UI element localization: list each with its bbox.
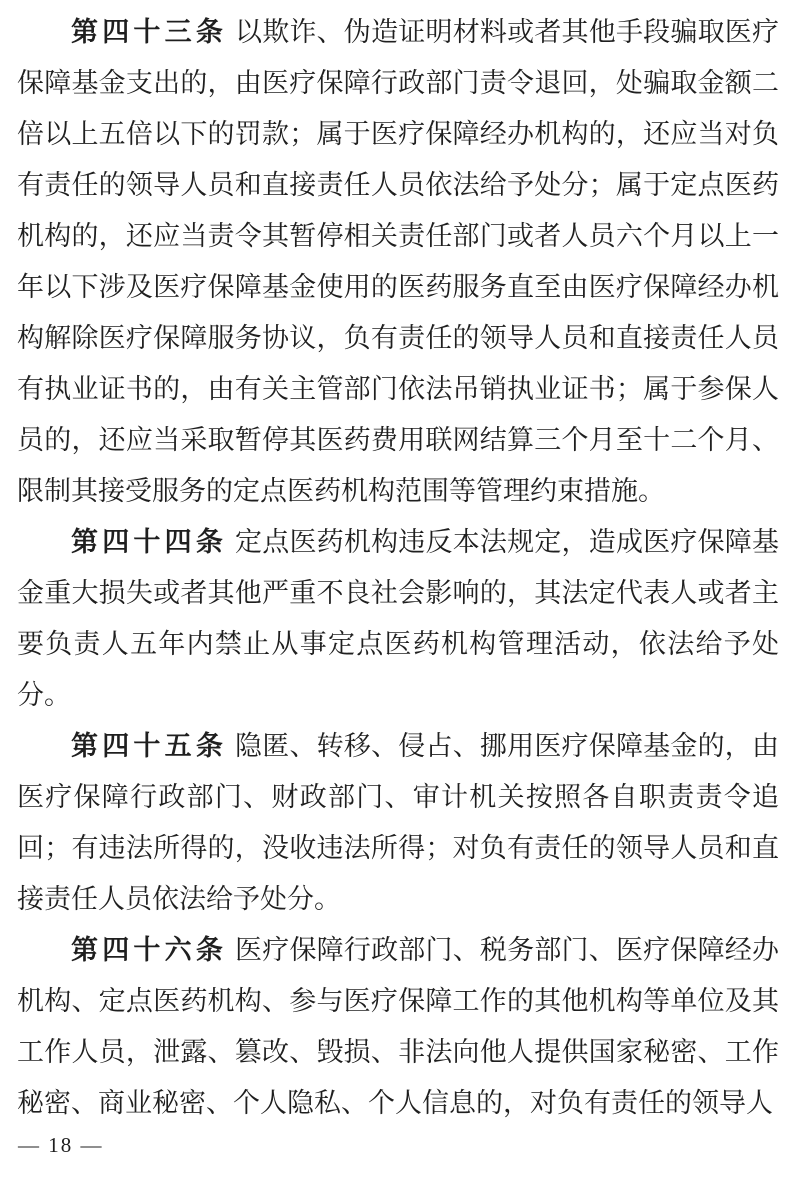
article-44-text: 定点医药机构违反本法规定，造成医疗保障基金重大损失或者其他严重不良社会影响的，其法定代表人或者主要负责人五年内禁止从事定点医药机构管理活动，依法给予处分。 xyxy=(17,527,780,710)
article-45-paragraph xyxy=(17,721,779,925)
article-45-text: 隐匿、转移、侵占、挪用医疗保障基金的，由医疗保障行政部门、财政部门、审计机关按照各自职责责令追回；有违法所得的，没收违法所得；对负有责任的领导人员和直接责任人员依法给予处分。 xyxy=(17,731,780,914)
page-number: — 18 — xyxy=(18,1133,104,1157)
page-footer xyxy=(18,1130,104,1161)
article-43-paragraph xyxy=(17,7,779,517)
article-44-number: 第四十四条 xyxy=(71,527,228,557)
article-43-text: 以欺诈、伪造证明材料或者其他手段骗取医疗保障基金支出的，由医疗保障行政部门责令退回，处骗取金额二倍以上五倍以下的罚款；属于医疗保障经办机构的，还应当对负有责任的领导人员和直接责任人员依法给予处分；属于定点医药机构的，还应当责令其暂停相关责任部门或者人员六个月以上一年以下涉及医疗保障基金使用的医药服务直至由医疗保障经办机构解除医疗保障服务协议，负有责任的领导人员和直接责任人员有执业证书的，由有关主管部门依法吊销执业证书；属于参保人员的，还应当采取暂停其医药费用联网结算三个月至十二个月、限制其接受服务的定点医药机构范围等管理约束措施。 xyxy=(17,17,780,506)
article-43-number: 第四十三条 xyxy=(71,17,228,47)
article-45-number: 第四十五条 xyxy=(71,731,228,761)
article-44-paragraph xyxy=(17,517,779,721)
article-46-paragraph xyxy=(17,925,779,1129)
article-46-text: 医疗保障行政部门、税务部门、医疗保障经办机构、定点医药机构、参与医疗保障工作的其他机构等单位及其工作人员，泄露、篡改、毁损、非法向他人提供国家秘密、工作秘密、商业秘密、个人隐私、个人信息的，对负有责任的领导人 xyxy=(17,935,780,1118)
article-46-number: 第四十六条 xyxy=(71,935,228,965)
document-content xyxy=(17,7,779,1129)
